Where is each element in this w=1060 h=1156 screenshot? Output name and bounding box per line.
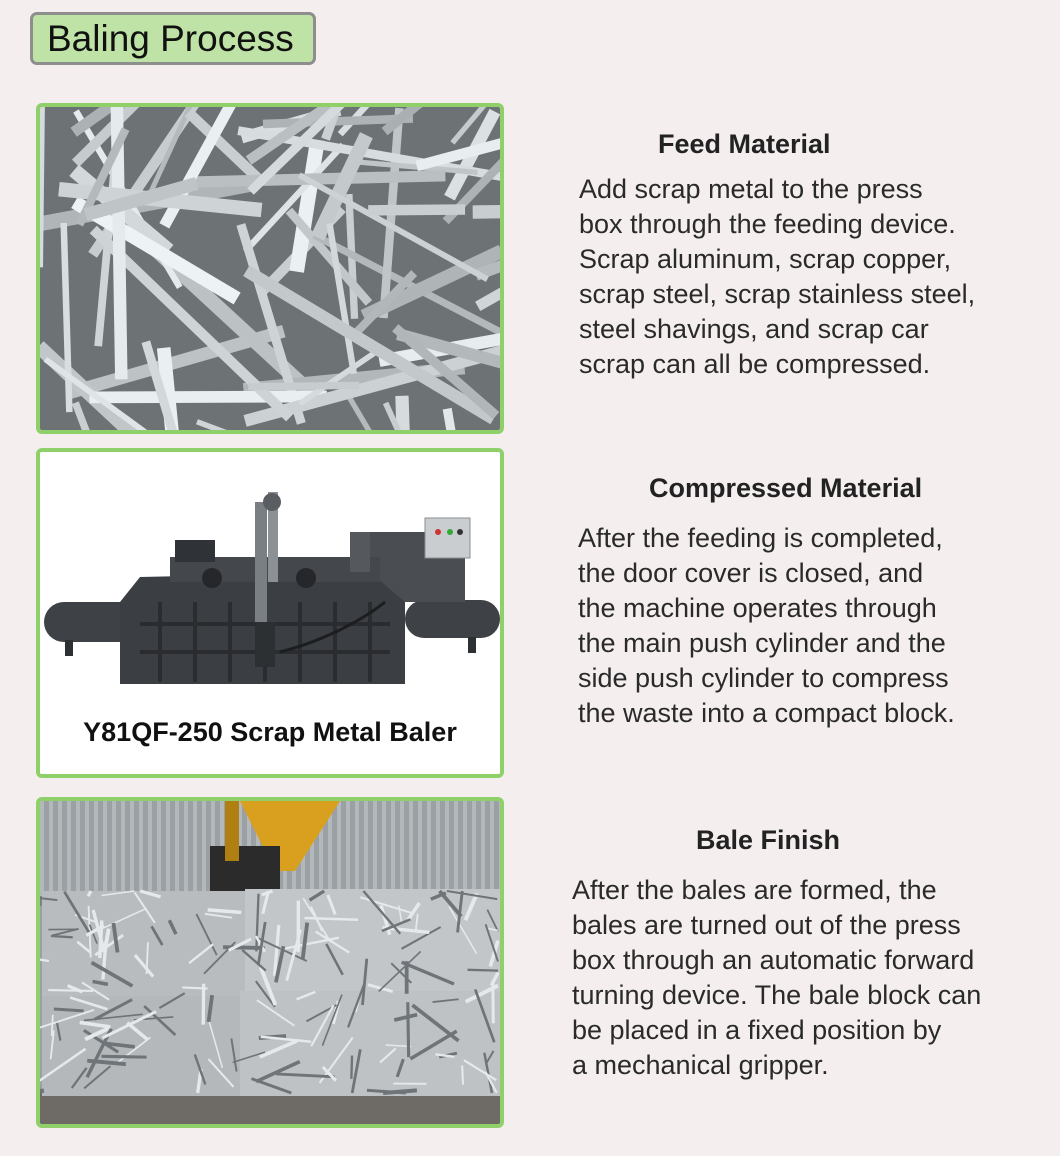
bale-strand (48, 990, 93, 991)
compressed-material-text: After the feeding is completed, the door cover is closed, and the machine operates through the main push cylinder and the side push cylinder to compress the waste into a compact block. (578, 523, 955, 728)
bale-strand (51, 936, 73, 937)
wall-rib (400, 801, 404, 896)
bale-finish-text: After the bales are formed, the bales are turned out of the press box through an automatic forward turning device. The bale block can be placed in a fixed position by a mechanical gripper. (572, 875, 982, 1080)
scrap-bar (373, 210, 459, 211)
scrap-bar (252, 385, 356, 386)
wall-rib (472, 801, 476, 896)
wall-rib (103, 801, 107, 896)
wall-rib (499, 801, 500, 896)
wall-rib (193, 801, 197, 896)
wall-rib (202, 801, 206, 896)
scrap-bar (402, 402, 408, 430)
bale-strand (304, 918, 358, 920)
wall-rib (166, 801, 170, 896)
wall-rib (148, 801, 152, 896)
bale-strand (208, 910, 242, 912)
wall-rib (94, 801, 98, 896)
scrap-bar (267, 119, 408, 124)
bale-strand (182, 987, 207, 988)
wall-rib (184, 801, 188, 896)
bale-strand (408, 1002, 409, 1057)
wall-rib (58, 801, 62, 896)
wall-rib (481, 801, 485, 896)
compressed-material-heading: Compressed Material (649, 473, 923, 503)
wall-rib (139, 801, 143, 896)
feed-material-text: Add scrap metal to the press box through the feeding device. Scrap aluminum, scrap copper, scrap steel, scrap stainless steel, steel shavings, and scrap car scrap can all be compressed. (579, 174, 976, 379)
wall-rib (337, 801, 341, 896)
page-title: Baling Process (30, 12, 316, 65)
wall-rib (85, 801, 89, 896)
wall-rib (454, 801, 458, 896)
scrap-bar (199, 176, 440, 182)
wall-rib (418, 801, 422, 896)
wall-rib (40, 801, 44, 896)
wall-rib (355, 801, 359, 896)
wall-rib (463, 801, 467, 896)
wall-rib (157, 801, 161, 896)
bale-strand (101, 1056, 146, 1057)
baler-machine-photo (36, 448, 504, 778)
bale-strand (54, 1009, 84, 1011)
wall-rib (121, 801, 125, 896)
wall-rib (67, 801, 71, 896)
wall-rib (436, 801, 440, 896)
wall-rib (364, 801, 368, 896)
wall-rib (175, 801, 179, 896)
wall-rib (76, 801, 80, 896)
wall-rib (346, 801, 350, 896)
wall-rib (391, 801, 395, 896)
machine-model-caption: Y81QF-250 Scrap Metal Baler (83, 717, 457, 747)
scrap-aluminum-photo (36, 103, 504, 434)
wall-rib (445, 801, 449, 896)
bale-finish-heading: Bale Finish (696, 825, 841, 855)
wall-rib (49, 801, 53, 896)
wall-rib (409, 801, 413, 896)
finished-bales-photo (36, 797, 504, 1128)
wall-rib (130, 801, 134, 896)
scrap-bar (479, 210, 500, 212)
wall-rib (373, 801, 377, 896)
bale-strand (468, 970, 498, 971)
wall-rib (427, 801, 431, 896)
wall-rib (382, 801, 386, 896)
bale-strand (42, 1089, 43, 1093)
bale-strand (462, 1065, 463, 1084)
feed-material-heading: Feed Material (658, 129, 831, 159)
scrap-bar (95, 397, 321, 398)
bale-strand (351, 1056, 352, 1079)
wall-rib (112, 801, 116, 896)
scrap-bar (40, 107, 42, 264)
wall-rib (490, 801, 494, 896)
